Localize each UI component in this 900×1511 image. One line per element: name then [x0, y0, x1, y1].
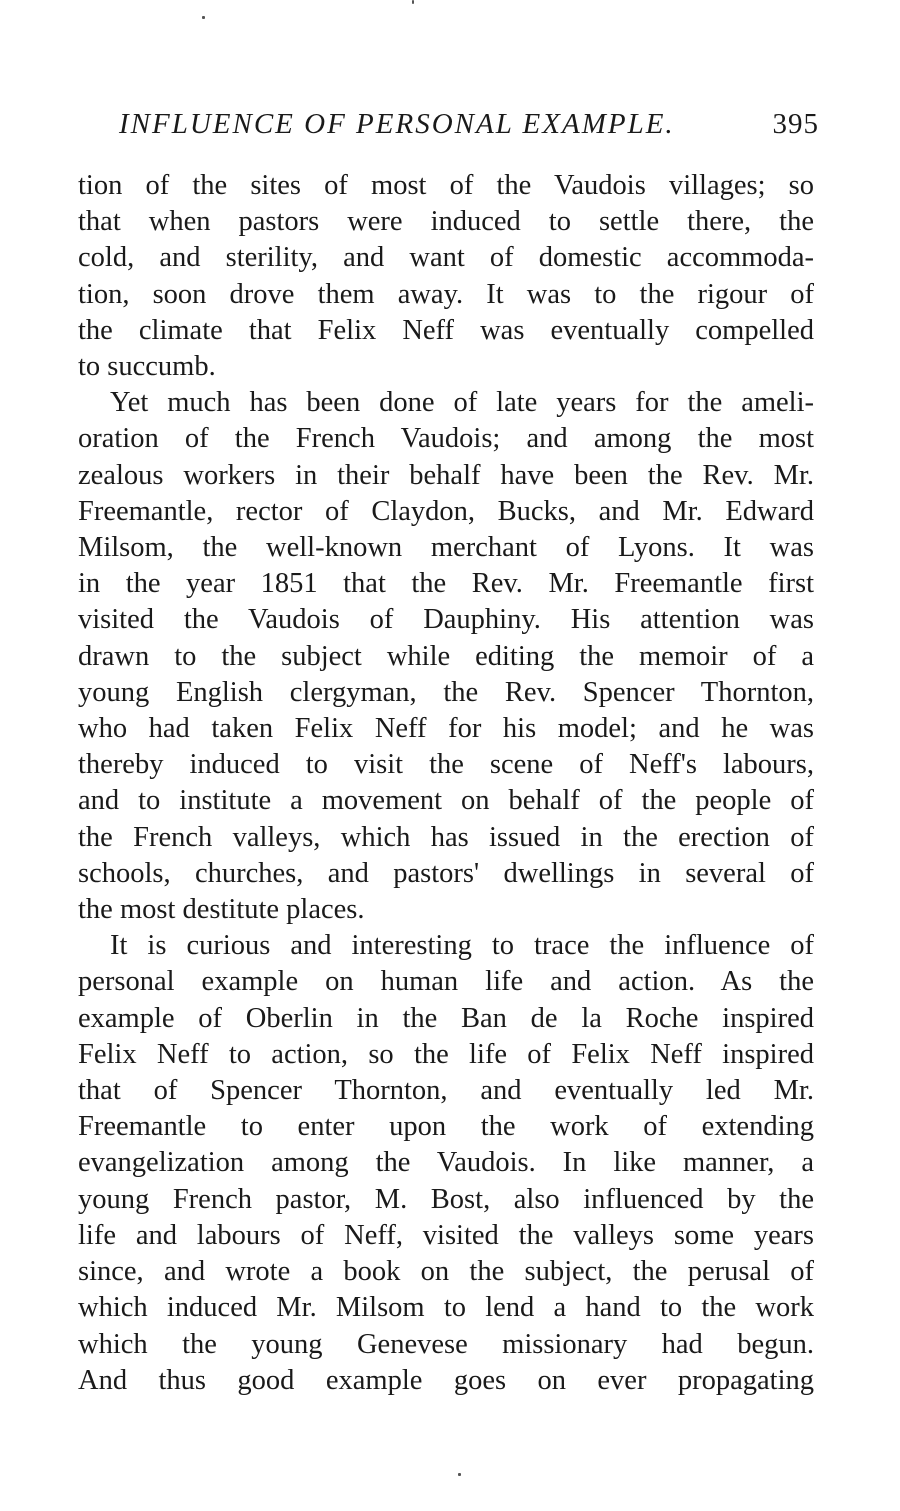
text-line: schools, churches, and pastors' dwellings in several of	[78, 857, 814, 889]
text-line: since, and wrote a book on the subject, the perusal of	[78, 1256, 814, 1288]
paragraph-3	[78, 928, 814, 1399]
text-line: Felix Neff to action, so the life of Felix Neff inspired	[78, 1038, 814, 1070]
text-line: oration of the French Vaudois; and among the most	[78, 423, 814, 455]
text-line: who had taken Felix Neff for his model; and he was	[78, 713, 814, 745]
text-line: Milsom, the well-known merchant of Lyons. It was	[78, 532, 814, 564]
running-title: INFLUENCE OF PERSONAL EXAMPLE.	[119, 108, 675, 140]
text-line: the most destitute places.	[78, 894, 365, 926]
page-number: 395	[772, 108, 819, 140]
text-line: which the young Genevese missionary had begun.	[78, 1328, 814, 1360]
text-line: in the year 1851 that the Rev. Mr. Freemantle first	[78, 568, 814, 600]
body-text	[78, 168, 814, 1399]
text-line: evangelization among the Vaudois. In like manner, a	[78, 1147, 814, 1179]
text-line: young French pastor, M. Bost, also influenced by the	[78, 1183, 814, 1215]
text-line: drawn to the subject while editing the memoir of a	[78, 640, 814, 672]
text-line: cold, and sterility, and want of domestic accommoda-	[78, 242, 814, 274]
text-line: visited the Vaudois of Dauphiny. His attention was	[78, 604, 814, 636]
text-line: tion of the sites of most of the Vaudois villages; so	[78, 170, 814, 201]
text-line: that of Spencer Thornton, and eventually led Mr.	[78, 1075, 814, 1107]
text-line: tion, soon drove them away. It was to the rigour of	[78, 278, 814, 310]
text-line: Yet much has been done of late years for the ameli-	[110, 387, 814, 419]
paragraph-2	[78, 385, 814, 928]
text-line: example of Oberlin in the Ban de la Roche inspired	[78, 1002, 814, 1034]
text-line: thereby induced to visit the scene of Neff's labours,	[78, 749, 814, 781]
ink-speck	[412, 0, 414, 4]
paragraph-1	[78, 168, 814, 385]
text-line: young English clergyman, the Rev. Spencer Thornton,	[78, 676, 814, 708]
text-line: the French valleys, which has issued in the erection of	[78, 821, 814, 853]
text-line: life and labours of Neff, visited the valleys some years	[78, 1219, 814, 1251]
text-line: which induced Mr. Milsom to lend a hand to the work	[78, 1292, 814, 1324]
page-header	[119, 108, 819, 148]
text-line: And thus good example goes on ever propagating	[78, 1364, 814, 1396]
ink-speck	[458, 1473, 461, 1476]
text-line: It is curious and interesting to trace the influence of	[110, 930, 814, 962]
text-line: to succumb.	[78, 351, 216, 383]
text-line: personal example on human life and action. As the	[78, 966, 814, 998]
text-line: and to institute a movement on behalf of the people of	[78, 785, 814, 817]
text-line: the climate that Felix Neff was eventually compelled	[78, 314, 814, 346]
ink-speck	[202, 16, 205, 19]
text-line: that when pastors were induced to settle there, the	[78, 206, 814, 238]
text-line: Freemantle, rector of Claydon, Bucks, and Mr. Edward	[78, 495, 814, 527]
text-line: Freemantle to enter upon the work of extending	[78, 1111, 814, 1143]
text-line: zealous workers in their behalf have been the Rev. Mr.	[78, 459, 814, 491]
